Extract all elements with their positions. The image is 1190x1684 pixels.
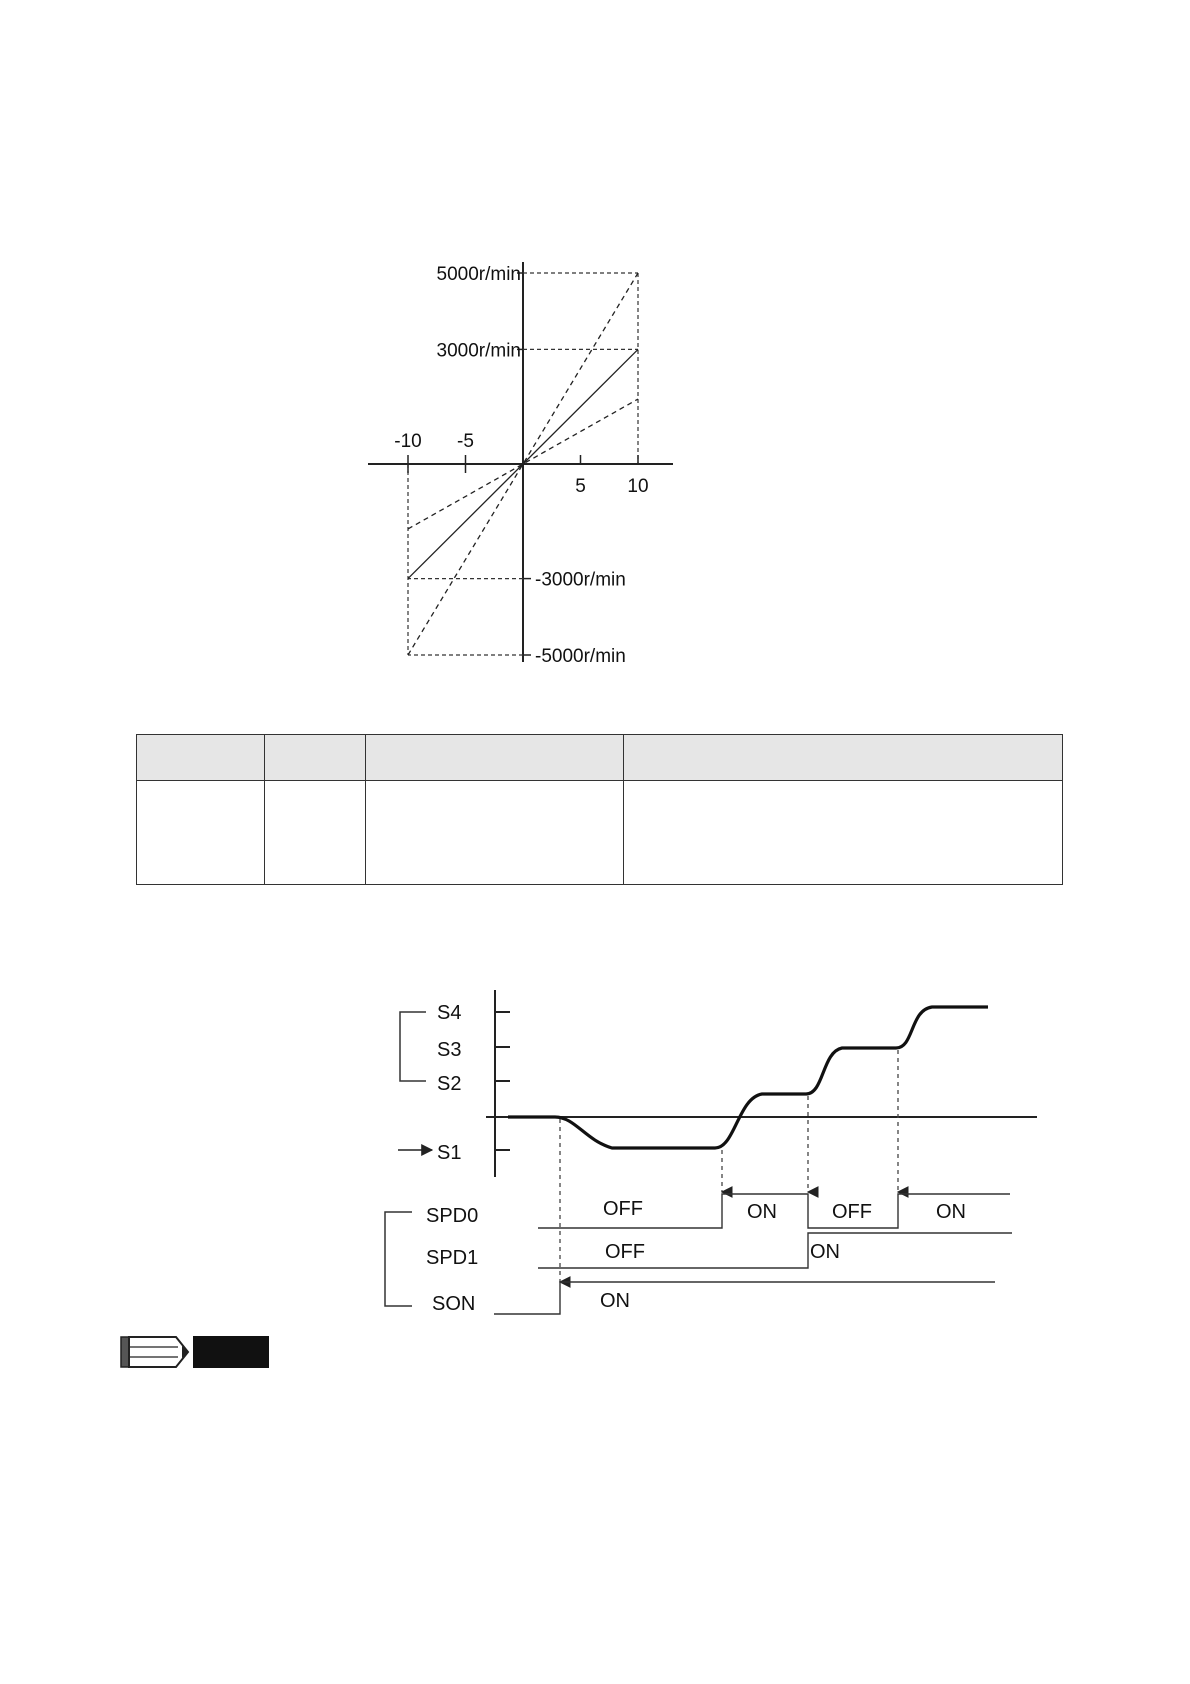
spd1-state-2: ON [810,1241,840,1263]
x-tick-label: 5 [575,476,586,497]
speed-chart [0,0,1190,700]
table-header-cell [265,735,366,781]
speed-label-s1: S1 [437,1142,462,1164]
speed-chart-plot [368,262,673,667]
table-cell [624,781,1063,885]
table-cell [366,781,624,885]
parameter-table [136,734,1063,885]
x-tick-label: -5 [457,431,474,452]
speed-label-s2: S2 [437,1073,462,1095]
table-header-cell [624,735,1063,781]
table-header-cell [366,735,624,781]
spd0-state-3: OFF [832,1201,872,1223]
y-tick-label: -3000r/min [535,569,626,591]
signal-name-spd0: SPD0 [426,1205,479,1227]
signal-group-bracket [385,1212,412,1306]
speed-label-s3: S3 [437,1039,462,1061]
x-tick-label: -10 [394,431,422,452]
signal-name-son: SON [432,1293,476,1315]
x-tick-label: 10 [627,476,649,497]
son-waveform [494,1282,995,1314]
table-cell [265,781,366,885]
spd0-waveform [538,1194,1010,1228]
table-cell [137,781,265,885]
table-row [137,781,1063,885]
spd1-waveform [538,1233,1012,1268]
speed-label-s4: S4 [437,1002,462,1024]
y-tick-label: 3000r/min [436,340,521,362]
y-tick-label: 5000r/min [436,264,521,285]
speed-group-bracket [400,1012,426,1081]
spd0-state-2: ON [747,1201,777,1223]
table-header-row [137,735,1063,781]
signal-name-spd1: SPD1 [426,1247,479,1269]
y-tick-label: -5000r/min [535,646,626,667]
pencil-note-icon [120,1334,270,1370]
spd0-state-1: OFF [603,1198,643,1220]
spd0-state-4: ON [936,1201,966,1223]
speed-profile-curve [508,1007,988,1148]
spd1-state-1: OFF [605,1241,645,1263]
son-state-1: ON [600,1290,630,1312]
table-header-cell [137,735,265,781]
